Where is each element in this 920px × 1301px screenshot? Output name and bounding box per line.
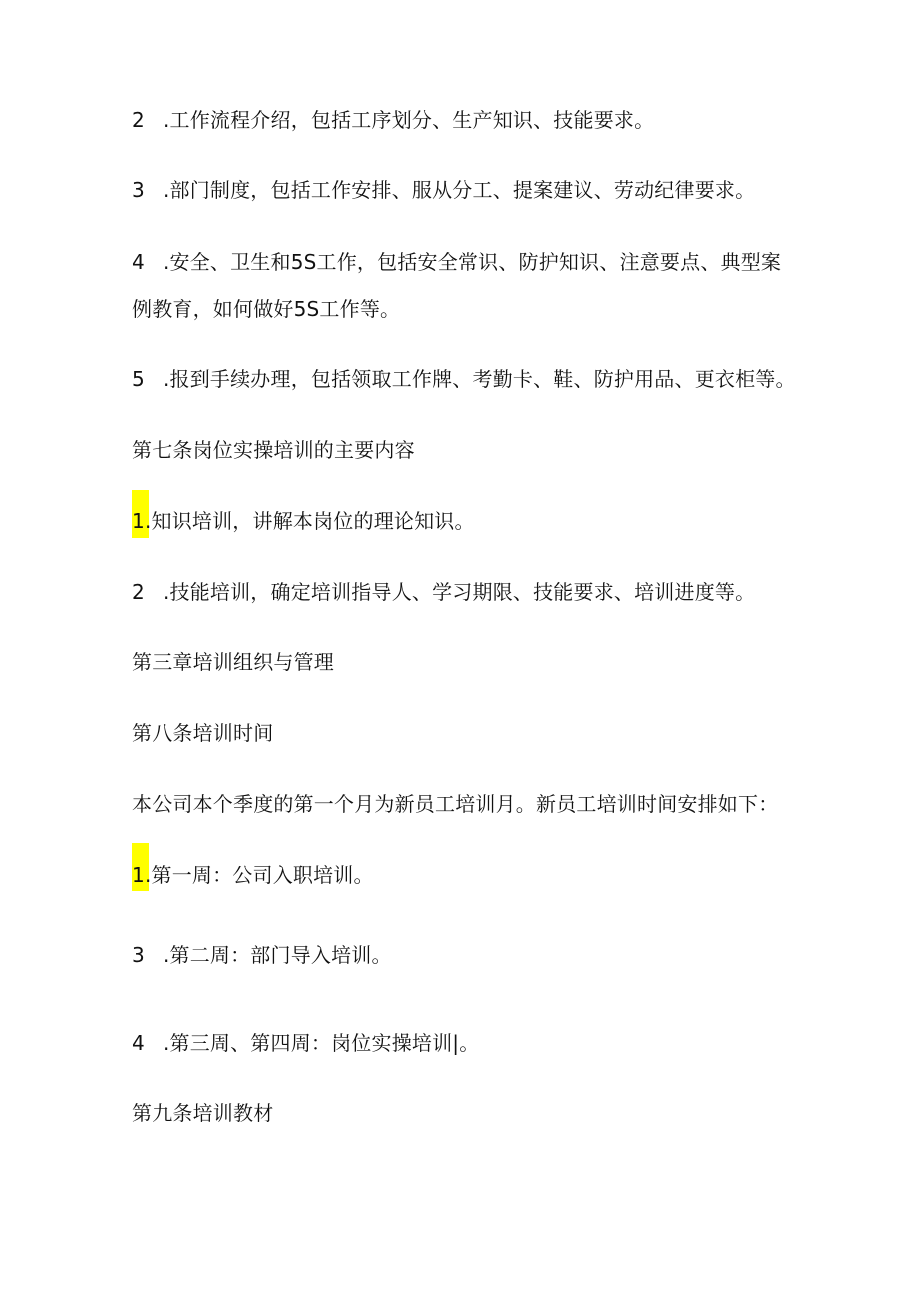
- chapter-heading: [132, 648, 334, 676]
- list-text: .第一周：公司入职培训。: [144, 863, 374, 887]
- list-text: .知识培训，讲解本岗位的理论知识。: [144, 509, 475, 533]
- list-text: .工作流程介绍，包括工序划分、生产知识、技能要求。: [162, 108, 655, 132]
- list-text: .技能培训，确定培训指导人、学习期限、技能要求、培训进度等。: [162, 580, 756, 604]
- list-item: [132, 106, 654, 134]
- list-number: 3: [132, 943, 145, 967]
- section-heading-text: 第九条培训教材: [132, 1101, 274, 1125]
- list-number: 4: [132, 1031, 145, 1055]
- list-item: [132, 248, 781, 276]
- list-item: [132, 861, 374, 889]
- list-text: .报到手续办理，包括领取工作牌、考勤卡、鞋、防护用品、更衣柜等。: [162, 367, 796, 391]
- list-item: [132, 941, 392, 969]
- list-number: 3: [132, 178, 145, 202]
- list-number: 4: [132, 250, 145, 274]
- list-number: 5: [132, 367, 145, 391]
- list-text: 例教育，如何做好5S工作等。: [132, 297, 401, 321]
- list-item-continuation: [132, 295, 400, 323]
- list-number: 1: [132, 509, 145, 533]
- paragraph-text: 本公司本个季度的第一个月为新员工培训月。新员工培训时间安排如下：: [132, 792, 779, 816]
- chapter-heading-text: 第三章培训组织与管理: [132, 650, 334, 674]
- list-item: [132, 507, 475, 535]
- list-item: [132, 365, 796, 393]
- list-number: 2: [132, 580, 145, 604]
- paragraph: [132, 790, 778, 818]
- list-item: [132, 1029, 479, 1057]
- list-text: .部门制度，包括工作安排、服从分工、提案建议、劳动纪律要求。: [162, 178, 756, 202]
- list-item: [132, 578, 755, 606]
- list-text: .第二周：部门导入培训。: [162, 943, 392, 967]
- section-heading-text: 第八条培训时间: [132, 721, 274, 745]
- section-heading: [132, 436, 415, 464]
- list-number: 2: [132, 108, 145, 132]
- list-item: [132, 176, 755, 204]
- list-text: .第三周、第四周：岗位实操培训|。: [162, 1031, 480, 1055]
- list-text: .安全、卫生和5S工作，包括安全常识、防护知识、注意要点、典型案: [162, 250, 782, 274]
- section-heading: [132, 1099, 273, 1127]
- section-heading: [132, 719, 273, 747]
- list-number: 1: [132, 863, 145, 887]
- section-heading-text: 第七条岗位实操培训的主要内容: [132, 438, 415, 462]
